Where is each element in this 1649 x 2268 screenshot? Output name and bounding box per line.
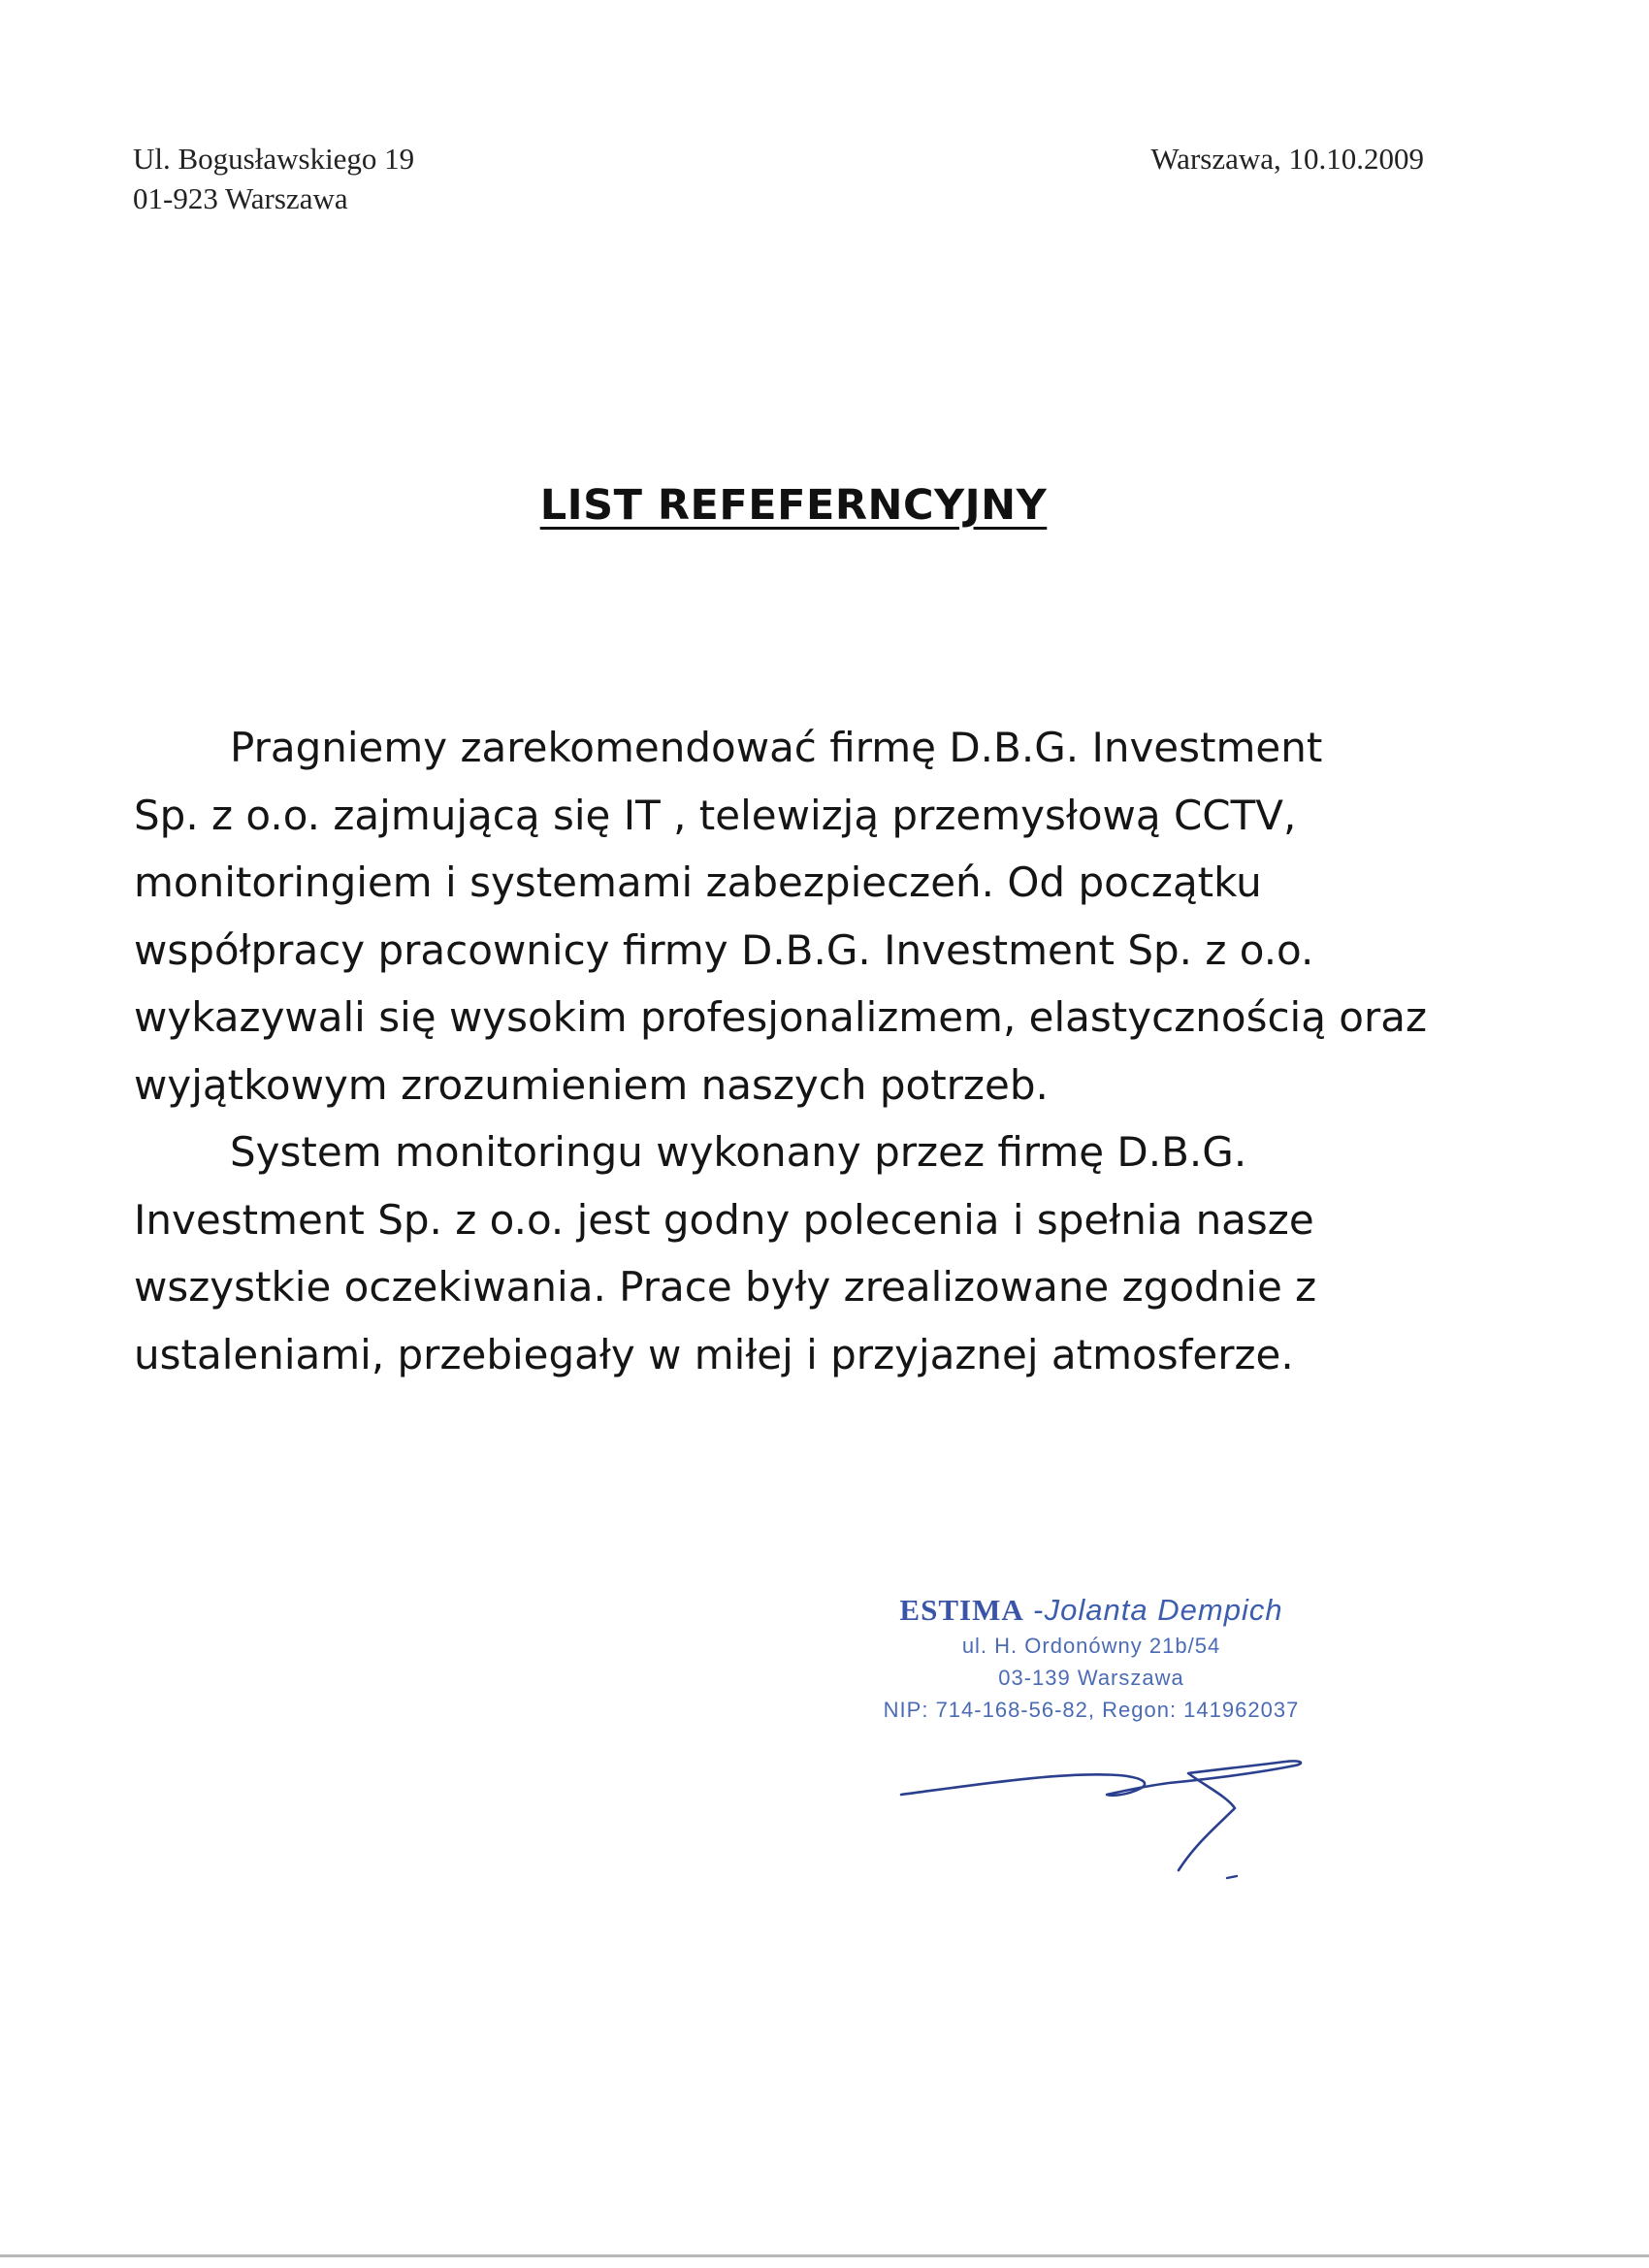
body-line: wyjątkowym zrozumieniem naszych potrzeb. [134, 1060, 1049, 1109]
body-line: ustaleniami, przebiegały w miłej i przyjaznej atmosferze. [134, 1330, 1294, 1378]
body-line: Sp. z o.o. zajmującą się IT , telewizją przemysłową CCTV, [134, 791, 1297, 839]
stamp-brand: ESTIMA [899, 1593, 1024, 1627]
stamp-separator: - [1023, 1593, 1045, 1627]
body-line: wykazywali się wysokim profesjonalizmem, elastycznością oraz [134, 993, 1428, 1041]
stamp-owner: Jolanta Dempich [1044, 1593, 1283, 1627]
body-line: Pragniemy zarekomendować firmę D.B.G. Investment [230, 724, 1323, 771]
body-line: monitoringiem i systemami zabezpieczeń. Od początku [134, 859, 1262, 906]
signature-stroke [901, 1761, 1301, 1870]
letter-title: LIST REFEFERNCYJNY [539, 481, 1048, 530]
body-line: współpracy pracownicy firmy D.B.G. Investment Sp. z o.o. [134, 925, 1314, 974]
letter-body [134, 714, 1472, 1388]
signature-dot-stroke [1227, 1876, 1237, 1878]
sender-street: Ul. Bogusławskiego 19 [133, 142, 415, 176]
stamp-address: ul. H. Ordonówny 21b/54 [961, 1634, 1221, 1658]
scan-bottom-edge [0, 2254, 1649, 2257]
body-line: wszystkie oczekiwania. Prace były zrealizowane zgodnie z [134, 1263, 1317, 1311]
company-stamp [873, 1591, 1310, 1726]
stamp-company-name [873, 1591, 1310, 1630]
sender-address [133, 139, 414, 218]
body-line: Investment Sp. z o.o. jest godny polecenia i spełnia nasze [134, 1195, 1314, 1244]
body-line: System monitoringu wykonany przez firmę D.B.G. [230, 1128, 1247, 1176]
place-and-date: Warszawa, 10.10.2009 [1150, 142, 1424, 176]
stamp-tax-ids: NIP: 714-168-56-82, Regon: 141962037 [883, 1698, 1300, 1722]
handwritten-signature [897, 1725, 1305, 1880]
stamp-postal-city: 03-139 Warszawa [998, 1666, 1184, 1690]
sender-postal-city: 01-923 Warszawa [133, 181, 348, 215]
